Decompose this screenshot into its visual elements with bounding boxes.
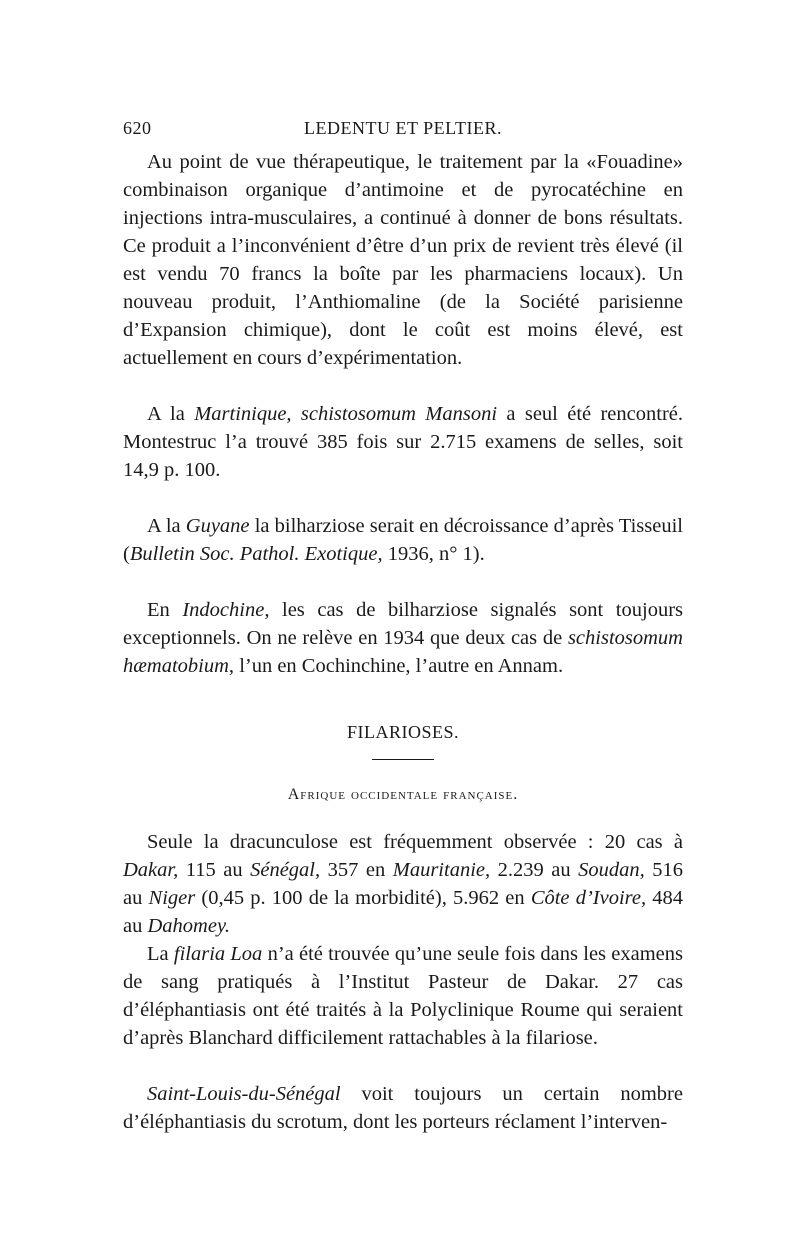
paragraph-saint-louis xyxy=(123,1080,683,1136)
text-run: La xyxy=(147,943,174,965)
subsection-title-aof: Afrique occidentale française. xyxy=(287,786,519,803)
running-title: LEDENTU ET PELTIER. xyxy=(304,118,502,138)
italic-run: Guyane xyxy=(185,515,250,537)
italic-run: Dahomey. xyxy=(147,915,231,937)
text-run: les cas de bilharziose signalés sont toujours exceptionnels. On ne relève en 1934 que deux cas de xyxy=(123,599,683,649)
text-run: n’a été trouvée qu’une seule fois dans les examens de sang pratiqués à l’Institut Pasteur de Dakar. 27 cas d’éléphantiasis ont été traités à la Polyclinique Roume qui seraient d’après Blanchard difficilement rattachables à la filariose. xyxy=(123,943,684,1049)
italic-run: Côte d’Ivoire, xyxy=(530,887,647,909)
paragraph-indochine xyxy=(123,596,683,680)
text-run: 2.239 au xyxy=(490,859,579,881)
text-run: En xyxy=(147,599,183,621)
text-run: A la xyxy=(147,515,186,537)
italic-run: filaria Loa xyxy=(173,943,263,965)
text-run: (0,45 p. 100 de la morbidité), 5.962 en xyxy=(195,887,531,909)
italic-run: Niger xyxy=(148,887,196,909)
italic-run: schistosomum hæmatobium, xyxy=(123,627,683,677)
italic-run: Saint-Louis-du-Sénégal xyxy=(147,1083,341,1105)
italic-run: Bulletin Soc. Pathol. Exotique, xyxy=(129,543,383,565)
italic-run: Sénégal, xyxy=(250,859,321,881)
text-run: 357 en xyxy=(320,859,393,881)
section-divider xyxy=(372,759,434,760)
text-run: l’un en Cochinchine, l’autre en Annam. xyxy=(234,655,564,677)
italic-run: Martinique, schistosomum Mansoni xyxy=(194,403,498,425)
italic-run: Mauritanie, xyxy=(392,859,491,881)
section-title-filarioses: FILARIOSES. xyxy=(346,722,459,742)
italic-run: Indochine, xyxy=(182,599,270,621)
text-run: Seule la dracunculose est fréquemment observée : 20 cas à xyxy=(147,831,683,853)
paragraph-therapeutique: Au point de vue thérapeutique, le traitement par la «Fouadine» combinaison organique d’antimoine et de pyrocatéchine en injections intra-musculaires, a continué à donner de bons résultats. Ce produit a l’inconvénient d’être d’un prix de revient très élevé (il est vendu 70 francs la boîte par les pharmaciens locaux). Un nouveau produit, l’Anthiomaline (de la Société parisienne d’Expansion chimique), dont le coût est moins élevé, est actuellement en cours d’expérimentation. xyxy=(123,151,683,369)
paragraph-dracunculose xyxy=(123,828,683,940)
page-number: 620 xyxy=(123,118,152,138)
text-run: la bilharziose serait en décroissance d’après Tisseuil ( xyxy=(123,515,683,565)
italic-run: Soudan, xyxy=(578,859,645,881)
text-run: 516 au xyxy=(123,859,684,909)
italic-run: Dakar, xyxy=(123,859,179,881)
paragraph-filaria-loa xyxy=(123,940,683,1052)
text-run: A la xyxy=(147,403,195,425)
paragraph-guyane xyxy=(123,512,683,568)
text-run: 484 au xyxy=(123,887,684,937)
text-run: 115 au xyxy=(178,859,251,881)
page-header xyxy=(123,118,683,148)
text-run: 1936, n° 1). xyxy=(382,543,485,565)
paragraph-martinique xyxy=(123,400,683,484)
text-run: a seul été rencontré. Montestruc l’a trouvé 385 fois sur 2.715 examens de selles, soit 14,9 p. 100. xyxy=(123,403,683,481)
text-run: voit toujours un certain nombre d’éléphantiasis du scrotum, dont les porteurs réclament l’interven- xyxy=(123,1083,683,1133)
document-page xyxy=(123,118,683,1136)
